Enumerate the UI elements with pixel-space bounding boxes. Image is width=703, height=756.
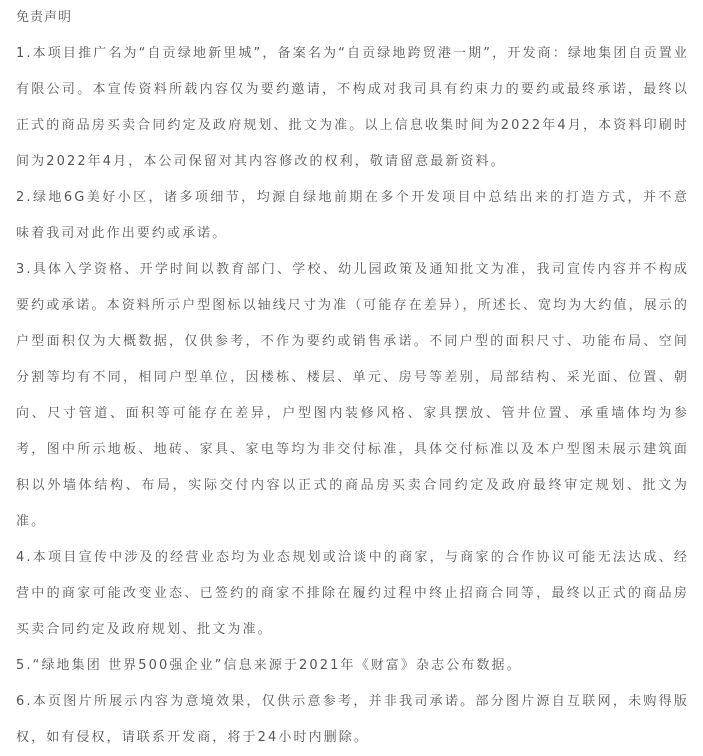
disclaimer-title: 免责声明 [16,10,73,25]
disclaimer-paragraph-1: 1.本项目推广名为“自贡绿地新里城”，备案名为“自贡绿地跨贸港一期”，开发商：绿地集团自贡置业有限公司。本宣传资料所载内容仅为要约邀请，不构成对我司具有约束力的要约或最终承诺，最终以正式的商品房买卖合同约定及政府规划、批文为准。以上信息收集时间为2022年4月，本资料印刷时间为2022年4月，本公司保留对其内容修改的权利，敬请留意最新资料。 [16,46,689,169]
disclaimer-paragraph-6: 6.本页图片所展示内容为意境效果，仅供示意参考，并非我司承诺。部分图片源自互联网，未购得版权，如有侵权，请联系开发商，将于24小时内删除。 [16,694,689,745]
disclaimer-paragraph-4: 4.本项目宣传中涉及的经营业态均为业态规划或洽谈中的商家，与商家的合作协议可能无法达成、经营中的商家可能改变业态、已签约的商家不排除在履约过程中终止招商合同等，最终以正式的商品房买卖合同约定及政府规划、批文为准。 [16,550,689,637]
disclaimer-paragraph-5: 5.“绿地集团 世界500强企业”信息来源于2021年《财富》杂志公布数据。 [16,658,522,673]
disclaimer-paragraph-2: 2.绿地6G美好小区，诸多项细节，均源自绿地前期在多个开发项目中总结出来的打造方式，并不意味着我司对此作出要约或承诺。 [16,190,689,241]
disclaimer-paragraph-3: 3.具体入学资格、开学时间以教育部门、学校、幼儿园政策及通知批文为准，我司宣传内容并不构成要约或承诺。本资料所示户型图标以轴线尺寸为准（可能存在差异），所述长、宽均为大约值，展示的户型面积仅为大概数据，仅供参考，不作为要约或销售承诺。不同户型的面积尺寸、功能布局、空间分割等均有不同，相同户型单位，因楼栋、楼层、单元、房号等差别，局部结构、采光面、位置、朝向、尺寸管道、面积等可能存在差异，户型图内装修风格、家具摆放、管井位置、承重墙体均为参考，图中所示地板、地砖、家具、家电等均为非交付标准，具体交付标准以及本户型图未展示建筑面积以外墙体结构、布局，实际交付内容以正式的商品房买卖合同约定及政府最终审定规划、批文为准。 [16,262,690,529]
